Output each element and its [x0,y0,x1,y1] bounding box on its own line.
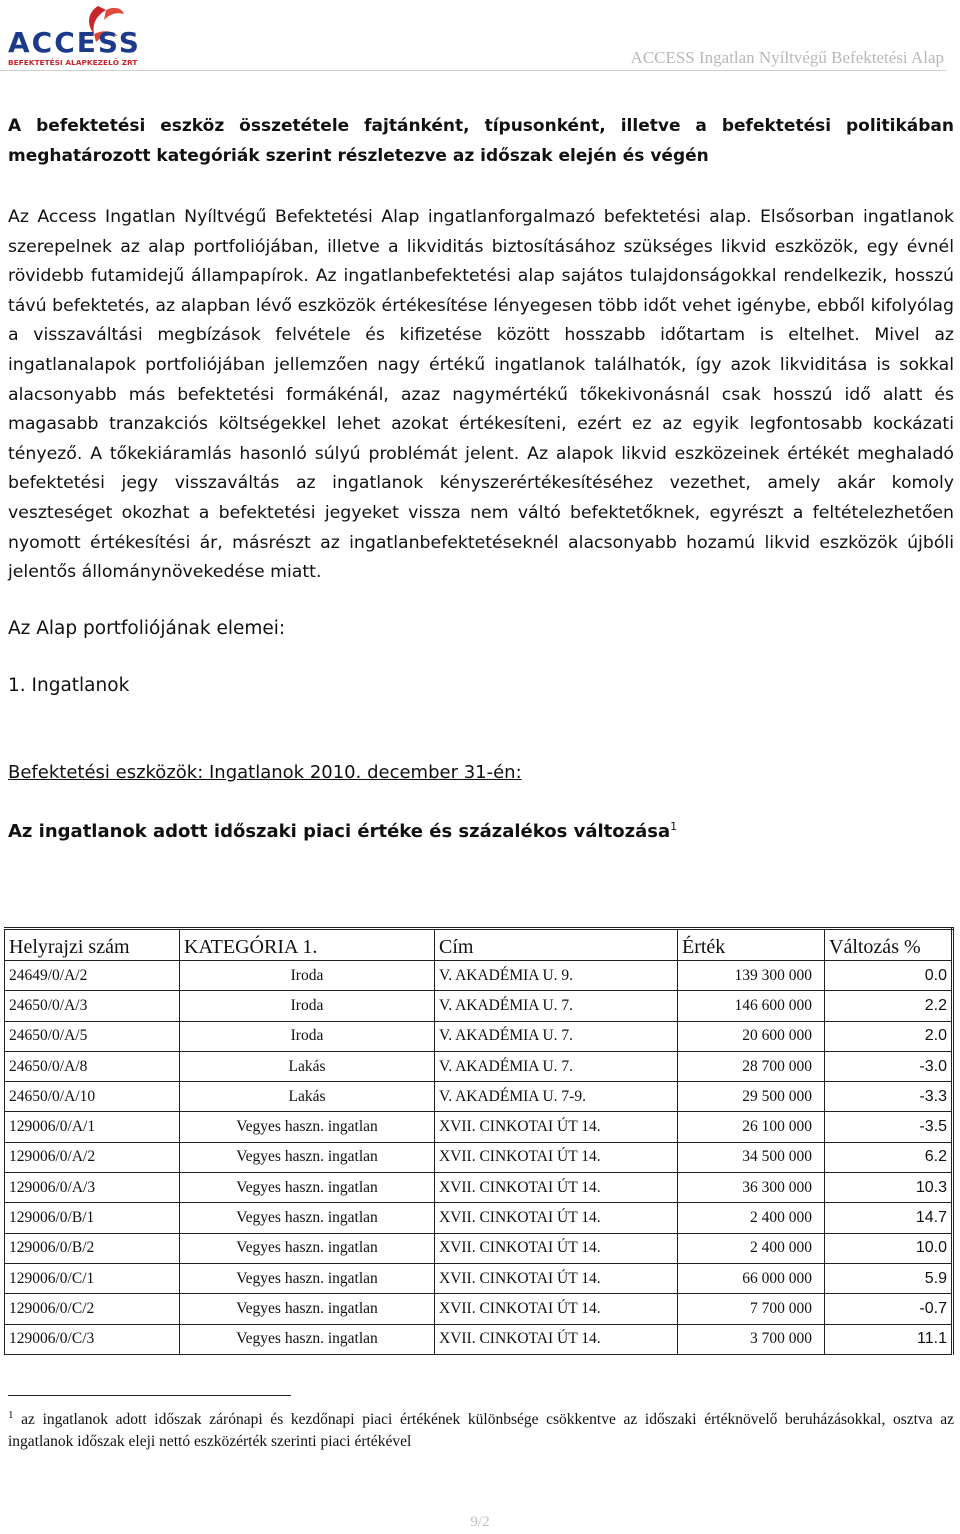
table-row [5,991,953,1021]
cell-cim: XVII. CINKOTAI ÚT 14. [435,1203,678,1233]
table-row [5,961,953,991]
cell-kategoria: Iroda [180,1021,435,1051]
cell-valtozas: 0.0 [825,961,953,991]
cell-ertek: 3 700 000 [678,1324,825,1354]
page-number: 9/2 [470,1514,490,1530]
cell-cim: XVII. CINKOTAI ÚT 14. [435,1233,678,1263]
svg-text:BEFEKTETÉSI ALAPKEZELŐ ZRT: BEFEKTETÉSI ALAPKEZELŐ ZRT [8,58,138,67]
cell-kategoria: Vegyes haszn. ingatlan [180,1112,435,1142]
cell-cim: V. AKADÉMIA U. 7. [435,1021,678,1051]
col-header-helyrajzi: Helyrajzi szám [5,929,180,961]
col-header-kategoria: KATEGÓRIA 1. [180,929,435,961]
table-row [5,1263,953,1293]
cell-kategoria: Lakás [180,1082,435,1112]
subheading-assets [8,758,954,788]
cell-ertek: 139 300 000 [678,961,825,991]
cell-valtozas: -3.3 [825,1082,953,1112]
cell-cim: V. AKADÉMIA U. 9. [435,961,678,991]
cell-valtozas: 10.3 [825,1173,953,1203]
cell-valtozas: 2.2 [825,991,953,1021]
footnote-text: az ingatlanok adott időszak zárónapi és kezdőnapi piaci értékének különbsége csökkentve az időszaki értéknövelő beruházásokkal, osztva az ingatlanok időszak eleji nettó eszközérték szerinti piaci értékével [8,1411,954,1451]
access-logo [6,2,186,68]
property-table [4,927,954,1355]
cell-ertek: 28 700 000 [678,1051,825,1081]
cell-helyrajzi: 129006/0/A/1 [5,1112,180,1142]
cell-ertek: 2 400 000 [678,1203,825,1233]
cell-helyrajzi: 129006/0/C/1 [5,1263,180,1293]
cell-helyrajzi: 24649/0/A/2 [5,961,180,991]
cell-helyrajzi: 129006/0/A/2 [5,1142,180,1172]
cell-valtozas: -0.7 [825,1294,953,1324]
footnote-reference: 1 [670,819,678,833]
cell-ertek: 26 100 000 [678,1112,825,1142]
cell-helyrajzi: 129006/0/C/2 [5,1294,180,1324]
cell-cim: XVII. CINKOTAI ÚT 14. [435,1324,678,1354]
cell-valtozas: -3.5 [825,1112,953,1142]
cell-ertek: 66 000 000 [678,1263,825,1293]
cell-kategoria: Iroda [180,961,435,991]
cell-cim: V. AKADÉMIA U. 7. [435,1051,678,1081]
cell-helyrajzi: 24650/0/A/5 [5,1021,180,1051]
cell-cim: XVII. CINKOTAI ÚT 14. [435,1173,678,1203]
cell-kategoria: Vegyes haszn. ingatlan [180,1203,435,1233]
col-header-valtozas: Változás % [825,929,953,961]
cell-kategoria: Vegyes haszn. ingatlan [180,1324,435,1354]
document-body [8,112,954,846]
table-body [5,961,953,1355]
property-table-wrapper [4,927,954,1355]
header-divider [0,70,946,71]
cell-ertek: 20 600 000 [678,1021,825,1051]
cell-helyrajzi: 24650/0/A/3 [5,991,180,1021]
table-row [5,1112,953,1142]
cell-valtozas: 11.1 [825,1324,953,1354]
cell-ertek: 7 700 000 [678,1294,825,1324]
cell-valtozas: 14.7 [825,1203,953,1233]
table-row [5,1021,953,1051]
cell-kategoria: Vegyes haszn. ingatlan [180,1233,435,1263]
table-row [5,1173,953,1203]
cell-ertek: 2 400 000 [678,1233,825,1263]
col-header-ertek: Érték [678,929,825,961]
table-row [5,1051,953,1081]
cell-kategoria: Vegyes haszn. ingatlan [180,1294,435,1324]
cell-ertek: 36 300 000 [678,1173,825,1203]
cell-valtozas: 10.0 [825,1233,953,1263]
cell-helyrajzi: 129006/0/A/3 [5,1173,180,1203]
svg-text:ACCESS: ACCESS [8,26,141,59]
cell-helyrajzi: 129006/0/C/3 [5,1324,180,1354]
cell-cim: V. AKADÉMIA U. 7-9. [435,1082,678,1112]
cell-ertek: 34 500 000 [678,1142,825,1172]
table-row [5,1203,953,1233]
cell-valtozas: 6.2 [825,1142,953,1172]
table-row [5,1324,953,1354]
cell-kategoria: Vegyes haszn. ingatlan [180,1263,435,1293]
table-header-row [5,929,953,961]
cell-helyrajzi: 24650/0/A/10 [5,1082,180,1112]
list-item-ingatlanok: 1. Ingatlanok [8,675,130,697]
cell-cim: XVII. CINKOTAI ÚT 14. [435,1294,678,1324]
cell-cim: XVII. CINKOTAI ÚT 14. [435,1112,678,1142]
subheading-market-value [8,812,954,847]
subheading-assets-text: Befektetési eszközök: Ingatlanok 2010. december 31-én [8,761,516,783]
footnote-number: 1 [8,1409,14,1421]
cell-ertek: 146 600 000 [678,991,825,1021]
portfolio-title: Az Alap portfoliójának elemei: [8,617,286,639]
footnote-divider [8,1395,291,1396]
header-title: ACCESS Ingatlan Nyíltvégű Befektetési Alap [630,48,944,67]
cell-kategoria: Vegyes haszn. ingatlan [180,1173,435,1203]
subheading-market-value-text: Az ingatlanok adott időszaki piaci értéke és százalékos változása [8,820,671,842]
cell-helyrajzi: 24650/0/A/8 [5,1051,180,1081]
cell-kategoria: Iroda [180,991,435,1021]
cell-helyrajzi: 129006/0/B/1 [5,1203,180,1233]
col-header-cim: Cím [435,929,678,961]
cell-valtozas: 2.0 [825,1021,953,1051]
section-heading: A befektetési eszköz összetétele fajtánként, típusonként, illetve a befektetési politikában meghatározott kategóriák szerint részletezve az időszak elején és végén [8,116,954,166]
page-header [0,0,960,72]
footnote [8,1404,954,1453]
cell-ertek: 29 500 000 [678,1082,825,1112]
cell-cim: XVII. CINKOTAI ÚT 14. [435,1142,678,1172]
table-row [5,1082,953,1112]
table-row [5,1142,953,1172]
subheading-assets-colon: : [515,761,522,783]
table-row [5,1294,953,1324]
cell-cim: XVII. CINKOTAI ÚT 14. [435,1263,678,1293]
intro-paragraph: Az Access Ingatlan Nyíltvégű Befektetési Alap ingatlanforgalmazó befektetési alap. Elsősorban ingatlanok szerepelnek az alap portfoliójában, illetve a likviditás biztosításához szükséges likvid eszközök, egy évnél rövidebb futamidejű állampapírok. Az ingatlanbefektetési alap sajátos tulajdonságokkal rendelkezik, hosszú távú befektetés, az alapban lévő eszközök értékesítése lényegesen több időt vehet igénybe, ebből kifolyólag a visszaváltási megbízások felvétele és kifizetése között hosszabb időtartam is eltelhet. Mivel az ingatlanalapok portfoliójában jellemzően nagy értékű ingatlanok találhatók, így azok likviditása is sokkal alacsonyabb más befektetési formákénál, azaz nagymértékű tőkekivonásnál csak hosszú idő alatt és magasabb tranzakciós költségekkel lehet azokat értékesíteni, ezért ez az egyik legfontosabb kockázati tényező. A tőkekiáramlás hasonló súlyú problémát jelent. Az alapok likvid eszközeinek értékét meghaladó befektetési jegy visszaváltás az ingatlanok kényszerértékesítéséhez vezethet, amely akár komoly veszteséget okozhat a befektetési jegyeket vissza nem váltó befektetőknek, egyrészt a feltételezhetően nyomott értékesítési ár, másrészt az ingatlanbefektetéseknél alacsonyabb hozamú likvid eszközök újbóli jelentős állománynövekedése miatt. [8,207,954,583]
cell-helyrajzi: 129006/0/B/2 [5,1233,180,1263]
table-row [5,1233,953,1263]
cell-kategoria: Lakás [180,1051,435,1081]
cell-cim: V. AKADÉMIA U. 7. [435,991,678,1021]
cell-valtozas: 5.9 [825,1263,953,1293]
cell-valtozas: -3.0 [825,1051,953,1081]
cell-kategoria: Vegyes haszn. ingatlan [180,1142,435,1172]
